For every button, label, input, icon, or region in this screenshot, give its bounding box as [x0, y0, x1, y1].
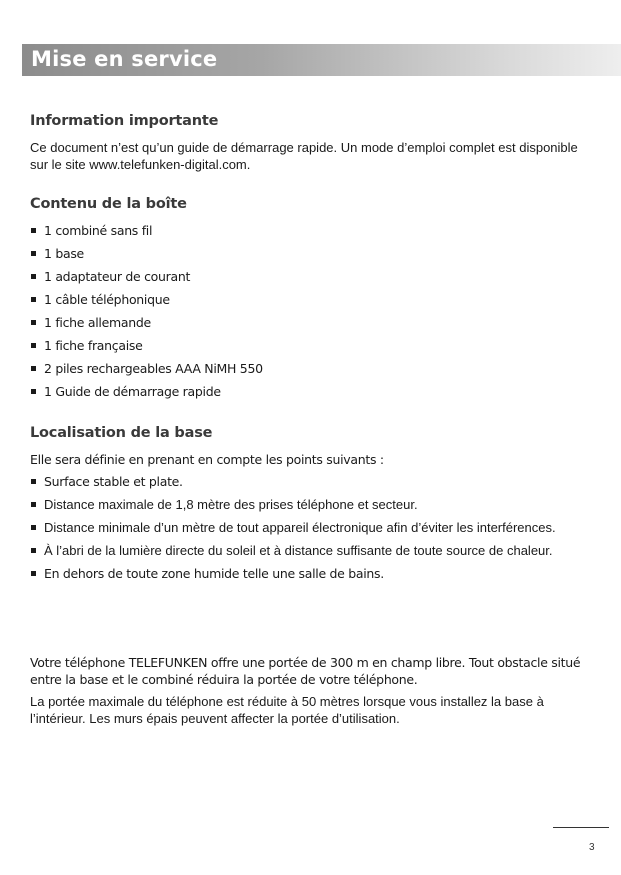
list-item: 1 fiche allemande: [30, 314, 596, 331]
page-number: 3: [589, 842, 595, 853]
box-contents-heading: Contenu de la boîte: [30, 196, 187, 212]
important-text: Ce document n’est qu’un guide de démarrage rapide. Un mode d’emploi complet est disponible sur le site www.telefunken-digital.com.: [30, 140, 578, 172]
section-title-banner: [22, 44, 621, 76]
footer-rule: [553, 827, 609, 828]
list-item: 1 adaptateur de courant: [30, 268, 596, 285]
list-item: 1 base: [30, 245, 596, 262]
important-heading: Information importante: [30, 113, 219, 129]
list-item: Distance minimale d’un mètre de tout appareil électronique afin d’éviter les interférences.: [30, 519, 596, 536]
list-item: 1 Guide de démarrage rapide: [30, 383, 596, 400]
list-item: Surface stable et plate.: [30, 473, 596, 490]
list-item: 1 fiche française: [30, 337, 596, 354]
list-item: En dehors de toute zone humide telle une salle de bains.: [30, 565, 596, 582]
location-heading: Localisation de la base: [30, 425, 213, 441]
location-intro: Elle sera définie en prenant en compte les points suivants :: [30, 452, 384, 467]
range-paragraph-2: La portée maximale du téléphone est réduite à 50 mètres lorsque vous installez la base à l’intérieur. Les murs épais peuvent affecter la portée d’utilisation.: [30, 694, 544, 726]
list-item: Distance maximale de 1,8 mètre des prises téléphone et secteur.: [30, 496, 596, 513]
location-list: [30, 473, 596, 588]
range-paragraph-1: Votre téléphone TELEFUNKEN offre une portée de 300 m en champ libre. Tout obstacle situé entre la base et le combiné réduira la portée de votre téléphone.: [30, 655, 581, 687]
list-item: 1 combiné sans fil: [30, 222, 596, 239]
list-item: 1 câble téléphonique: [30, 291, 596, 308]
page-title: Mise en service: [31, 47, 218, 71]
list-item: À l’abri de la lumière directe du soleil et à distance suffisante de toute source de chaleur.: [30, 542, 596, 559]
box-contents-list: [30, 222, 596, 406]
list-item: 2 piles rechargeables AAA NiMH 550: [30, 360, 596, 377]
